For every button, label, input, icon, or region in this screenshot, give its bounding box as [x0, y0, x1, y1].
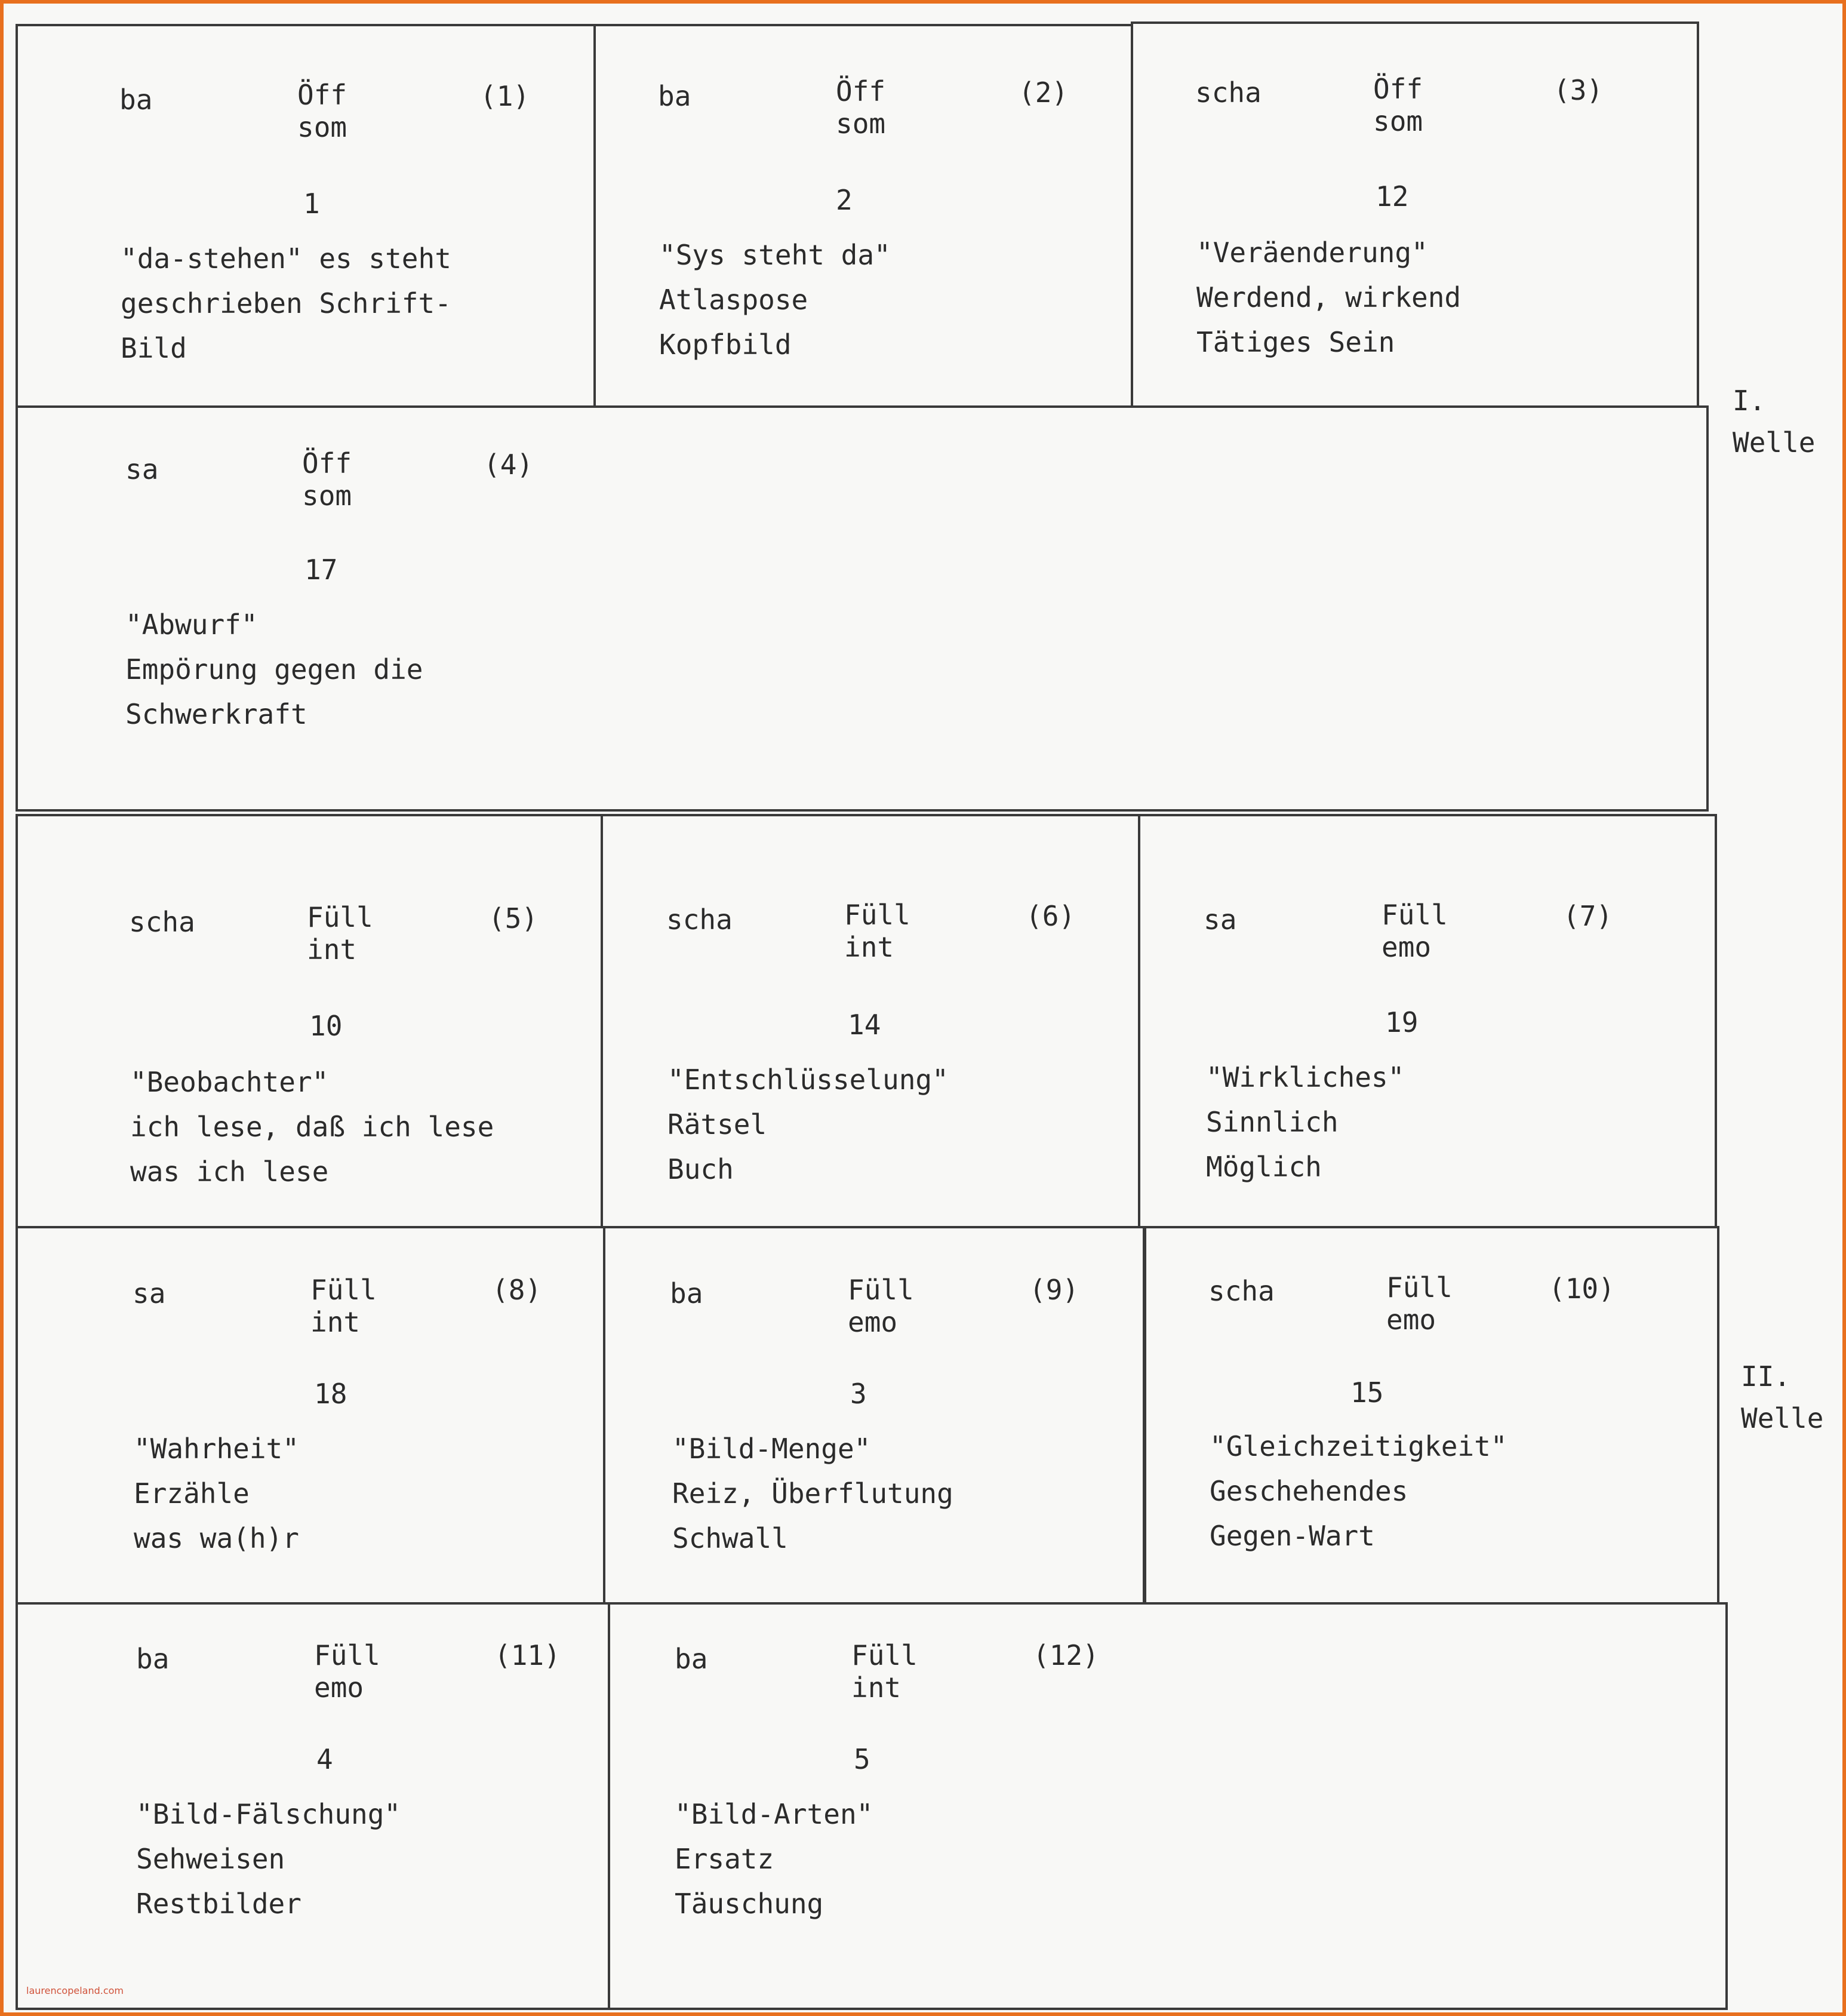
table-cell [1143, 1226, 1719, 1605]
cell-description-line: Tätiges Sein [1196, 326, 1395, 358]
cell-index: (7) [1563, 900, 1613, 932]
cell-description [136, 1792, 401, 1926]
table-cell [16, 1602, 610, 2010]
cell-description [134, 1427, 299, 1561]
cell-description-line: was ich lese [130, 1155, 329, 1188]
cell-description [130, 1060, 494, 1194]
cell-description-line: Atlaspose [659, 284, 808, 316]
cell-code: ba [136, 1643, 170, 1675]
cell-description-line: "Bild-Arten" [675, 1798, 873, 1830]
cell-description-line: "Veräenderung" [1196, 236, 1428, 269]
cell-category-line2: emo [1382, 931, 1432, 963]
cell-code: sa [1204, 903, 1237, 936]
cell-number: 19 [1385, 1006, 1419, 1038]
cell-category-line1: Füll [307, 901, 373, 933]
cell-code: scha [666, 903, 733, 936]
cell-index: (11) [494, 1639, 561, 1671]
cell-description-line: Gegen-Wart [1210, 1520, 1375, 1552]
cell-category [314, 1639, 380, 1704]
cell-description-line: "Beobachter" [130, 1066, 329, 1098]
cell-category-line2: int [851, 1671, 902, 1704]
cell-index: (10) [1549, 1273, 1615, 1305]
cell-description-line: "Entschlüsselung" [667, 1064, 949, 1096]
cell-category-line2: emo [314, 1671, 364, 1704]
wave-label-word: Welle [1733, 426, 1816, 459]
wave-label-word: Welle [1741, 1402, 1824, 1434]
cell-description-line: "Gleichzeitigkeit" [1210, 1430, 1507, 1462]
wave-label-1 [1733, 380, 1815, 463]
cell-description-line: Bild [121, 332, 187, 364]
cell-category-line2: emo [1386, 1304, 1436, 1336]
cell-description-line: was wa(h)r [134, 1522, 299, 1554]
cell-index: (6) [1026, 900, 1076, 932]
cell-description-line: Buch [667, 1153, 734, 1185]
cell-description-line: Schwerkraft [125, 698, 307, 730]
cell-category [851, 1639, 918, 1704]
cell-index: (3) [1553, 74, 1604, 106]
wave-label-number: II. [1741, 1360, 1791, 1393]
cell-description-line: Rätsel [667, 1108, 767, 1141]
cell-category-line2: som [836, 107, 886, 140]
cell-number: 12 [1376, 180, 1409, 213]
cell-description-line: Täuschung [675, 1888, 824, 1920]
cell-index: (1) [480, 80, 530, 112]
cell-description-line: Ersatz [675, 1843, 774, 1875]
table-cell [16, 1226, 605, 1605]
cell-category-line1: Öff [297, 79, 347, 111]
cell-category-line2: int [307, 933, 357, 966]
table-cell [1131, 21, 1699, 408]
cell-category-line1: Füll [1382, 899, 1448, 931]
cell-index: (8) [492, 1274, 542, 1306]
table-cell [608, 1602, 1728, 2010]
table-cell [16, 814, 603, 1228]
cell-category-line2: int [844, 931, 894, 963]
cell-category [1382, 899, 1448, 963]
cell-code: scha [1195, 76, 1262, 109]
cell-description-line: "Abwurf" [125, 609, 258, 641]
cell-number: 17 [304, 554, 338, 586]
cell-description-line: geschrieben Schrift- [121, 287, 451, 319]
cell-index: (4) [484, 448, 534, 481]
cell-code: ba [670, 1277, 703, 1310]
cell-description-line: "Bild-Menge" [672, 1433, 871, 1465]
table-cell [603, 1226, 1146, 1605]
cell-category [310, 1274, 377, 1338]
cell-number: 5 [854, 1743, 870, 1775]
cell-index: (9) [1029, 1274, 1079, 1306]
table-cell [601, 814, 1140, 1228]
cell-description-line: "Wirkliches" [1206, 1061, 1405, 1093]
cell-code: scha [1208, 1275, 1275, 1307]
cell-description-line: "Bild-Fälschung" [136, 1798, 401, 1830]
cell-category [302, 447, 352, 512]
cell-description [659, 233, 891, 367]
cell-description-line: "da-stehen" es steht [121, 242, 451, 275]
cell-index: (2) [1019, 76, 1069, 109]
cell-category-line1: Füll [310, 1274, 377, 1306]
cell-description [1210, 1424, 1507, 1559]
cell-code: ba [119, 84, 153, 116]
cell-description-line: Sehweisen [136, 1843, 285, 1875]
cell-code: ba [658, 80, 691, 112]
cell-category [1373, 73, 1423, 137]
cell-category [836, 75, 885, 140]
cell-description-line: Sinnlich [1206, 1106, 1339, 1138]
cell-code: scha [129, 906, 195, 938]
cell-description [675, 1792, 873, 1926]
cell-code: sa [125, 453, 159, 485]
cell-number: 3 [850, 1378, 867, 1410]
cell-description [1206, 1055, 1404, 1190]
table-cell [16, 24, 596, 408]
cell-number: 4 [316, 1743, 333, 1775]
cell-category [844, 899, 910, 963]
cell-description-line: "Wahrheit" [134, 1433, 299, 1465]
cell-description-line: Reiz, Überflutung [672, 1477, 953, 1510]
cell-description [1196, 231, 1461, 365]
table-cell [1138, 814, 1717, 1228]
cell-category [297, 79, 347, 143]
cell-description [672, 1427, 953, 1561]
wave-label-number: I. [1733, 385, 1766, 417]
cell-number: 15 [1350, 1376, 1384, 1409]
cell-number: 18 [314, 1378, 347, 1410]
cell-category-line1: Öff [836, 75, 886, 107]
cell-description [667, 1058, 949, 1192]
cell-description-line: Restbilder [136, 1888, 301, 1920]
cell-number: 14 [848, 1009, 881, 1041]
cell-description-line: ich lese, daß ich lese [130, 1111, 494, 1143]
watermark: laurencopeland.com [26, 1985, 124, 1996]
cell-code: sa [133, 1277, 166, 1310]
cell-index: (12) [1033, 1639, 1099, 1671]
cell-category [848, 1274, 914, 1338]
cell-description-line: Empörung gegen die [125, 653, 423, 686]
cell-category-line1: Öff [1373, 73, 1423, 105]
cell-code: ba [675, 1643, 708, 1675]
cell-description-line: Kopfbild [659, 328, 792, 361]
cell-description-line: Schwall [672, 1522, 788, 1554]
cell-category-line2: som [302, 480, 352, 512]
cell-number: 10 [309, 1010, 343, 1042]
cell-category-line1: Füll [851, 1639, 918, 1671]
table-cell [593, 24, 1133, 408]
cell-description-line: Erzähle [134, 1477, 250, 1510]
cell-category-line1: Füll [844, 899, 910, 931]
cell-category-line2: emo [848, 1306, 898, 1338]
cell-category-line1: Füll [848, 1274, 914, 1306]
cell-category-line1: Füll [1386, 1271, 1453, 1304]
cell-index: (5) [488, 902, 539, 935]
cell-description [125, 603, 423, 737]
cell-category-line1: Öff [302, 447, 352, 480]
cell-category-line2: som [297, 111, 347, 143]
cell-description-line: Werdend, wirkend [1196, 281, 1462, 314]
cell-category-line1: Füll [314, 1639, 380, 1671]
cell-description [121, 236, 451, 371]
cell-number: 2 [836, 184, 853, 216]
cell-category [1386, 1271, 1453, 1336]
cell-category-line2: som [1373, 105, 1423, 137]
cell-description-line: Geschehendes [1210, 1475, 1408, 1507]
cell-number: 1 [303, 188, 320, 220]
cell-category-line2: int [310, 1306, 361, 1338]
cell-description-line: Möglich [1206, 1151, 1322, 1183]
cell-description-line: "Sys steht da" [659, 239, 891, 271]
table-cell [16, 405, 1709, 812]
cell-category [307, 901, 373, 966]
wave-label-2 [1741, 1356, 1823, 1439]
